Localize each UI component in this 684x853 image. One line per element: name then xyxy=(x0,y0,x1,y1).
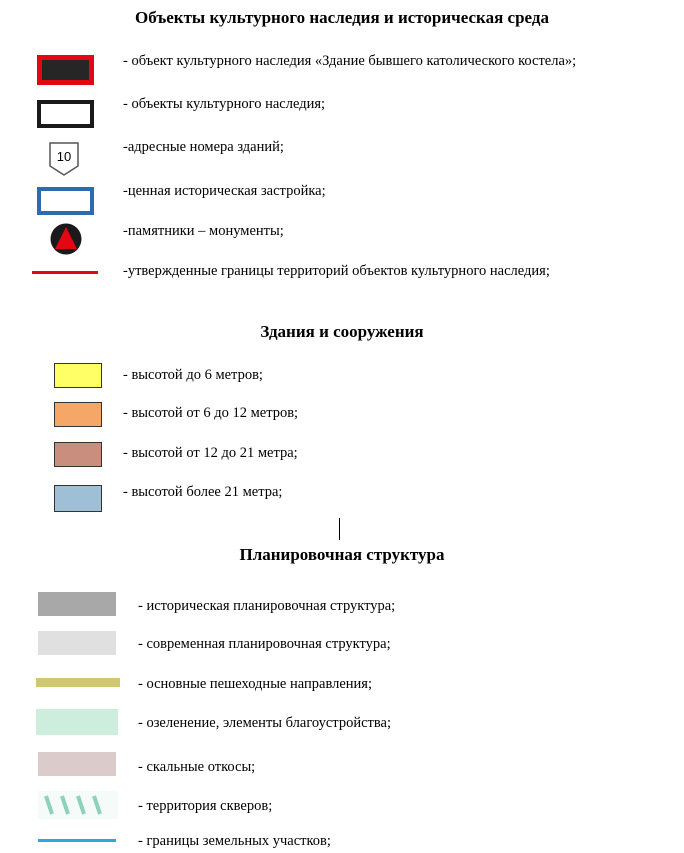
legend-label-address-numbers: -адресные номера зданий; xyxy=(123,139,284,155)
modern-planning-swatch xyxy=(38,631,116,655)
land-plot-boundary-line xyxy=(38,839,116,842)
height-12-21m-swatch xyxy=(54,442,102,467)
vertical-mark xyxy=(339,518,340,540)
legend-label-heritage-boundaries: -утвержденные границы территорий объектов культурного наследия; xyxy=(123,263,550,279)
squares-hatch-symbol xyxy=(38,791,118,819)
legend-label-height-over-21m: - высотой более 21 метра; xyxy=(123,484,283,500)
legend-label-height-up-to-6m: - высотой до 6 метров; xyxy=(123,367,263,383)
legend-label-heritage-church: - объект культурного наследия «Здание бывшего католического костела»; xyxy=(123,53,577,69)
address-number-icon xyxy=(48,141,80,177)
legend-label-land-plot-boundaries: - границы земельных участков; xyxy=(138,833,331,849)
legend-label-greenery: - озеленение, элементы благоустройства; xyxy=(138,715,391,731)
legend-label-pedestrian-routes: - основные пешеходные направления; xyxy=(138,676,372,692)
legend-label-historic-buildings: -ценная историческая застройка; xyxy=(123,183,326,199)
height-up-to-6m-swatch xyxy=(54,363,102,388)
rock-slopes-swatch xyxy=(38,752,116,776)
heritage-church-symbol xyxy=(37,55,94,85)
legend-label-height-12-21m: - высотой от 12 до 21 метра; xyxy=(123,445,298,461)
legend-label-rock-slopes: - скальные откосы; xyxy=(138,759,256,775)
legend-label-squares: - территория скверов; xyxy=(138,798,273,814)
planning-section-title: Планировочная структура xyxy=(239,545,445,564)
height-over-21m-swatch xyxy=(54,485,102,512)
legend-label-modern-planning: - современная планировочная структура; xyxy=(138,636,391,652)
legend-label-heritage-objects: - объекты культурного наследия; xyxy=(123,96,326,112)
height-6-12m-swatch xyxy=(54,402,102,427)
pedestrian-routes-swatch xyxy=(36,678,120,687)
historic-planning-swatch xyxy=(38,592,116,616)
buildings-section-title: Здания и сооружения xyxy=(260,322,424,341)
heritage-boundary-line xyxy=(32,271,98,274)
legend-label-historic-planning: - историческая планировочная структура; xyxy=(138,598,396,614)
heritage-object-symbol xyxy=(37,100,94,128)
address-number-badge: 10 xyxy=(56,149,72,164)
historic-buildings-symbol xyxy=(37,187,94,215)
legend-label-monuments: -памятники – монументы; xyxy=(123,223,284,239)
greenery-swatch xyxy=(36,709,118,735)
legend-label-height-6-12m: - высотой от 6 до 12 метров; xyxy=(123,405,299,421)
heritage-section-title: Объекты культурного наследия и историческая среда xyxy=(135,8,549,27)
monument-icon xyxy=(49,222,83,256)
